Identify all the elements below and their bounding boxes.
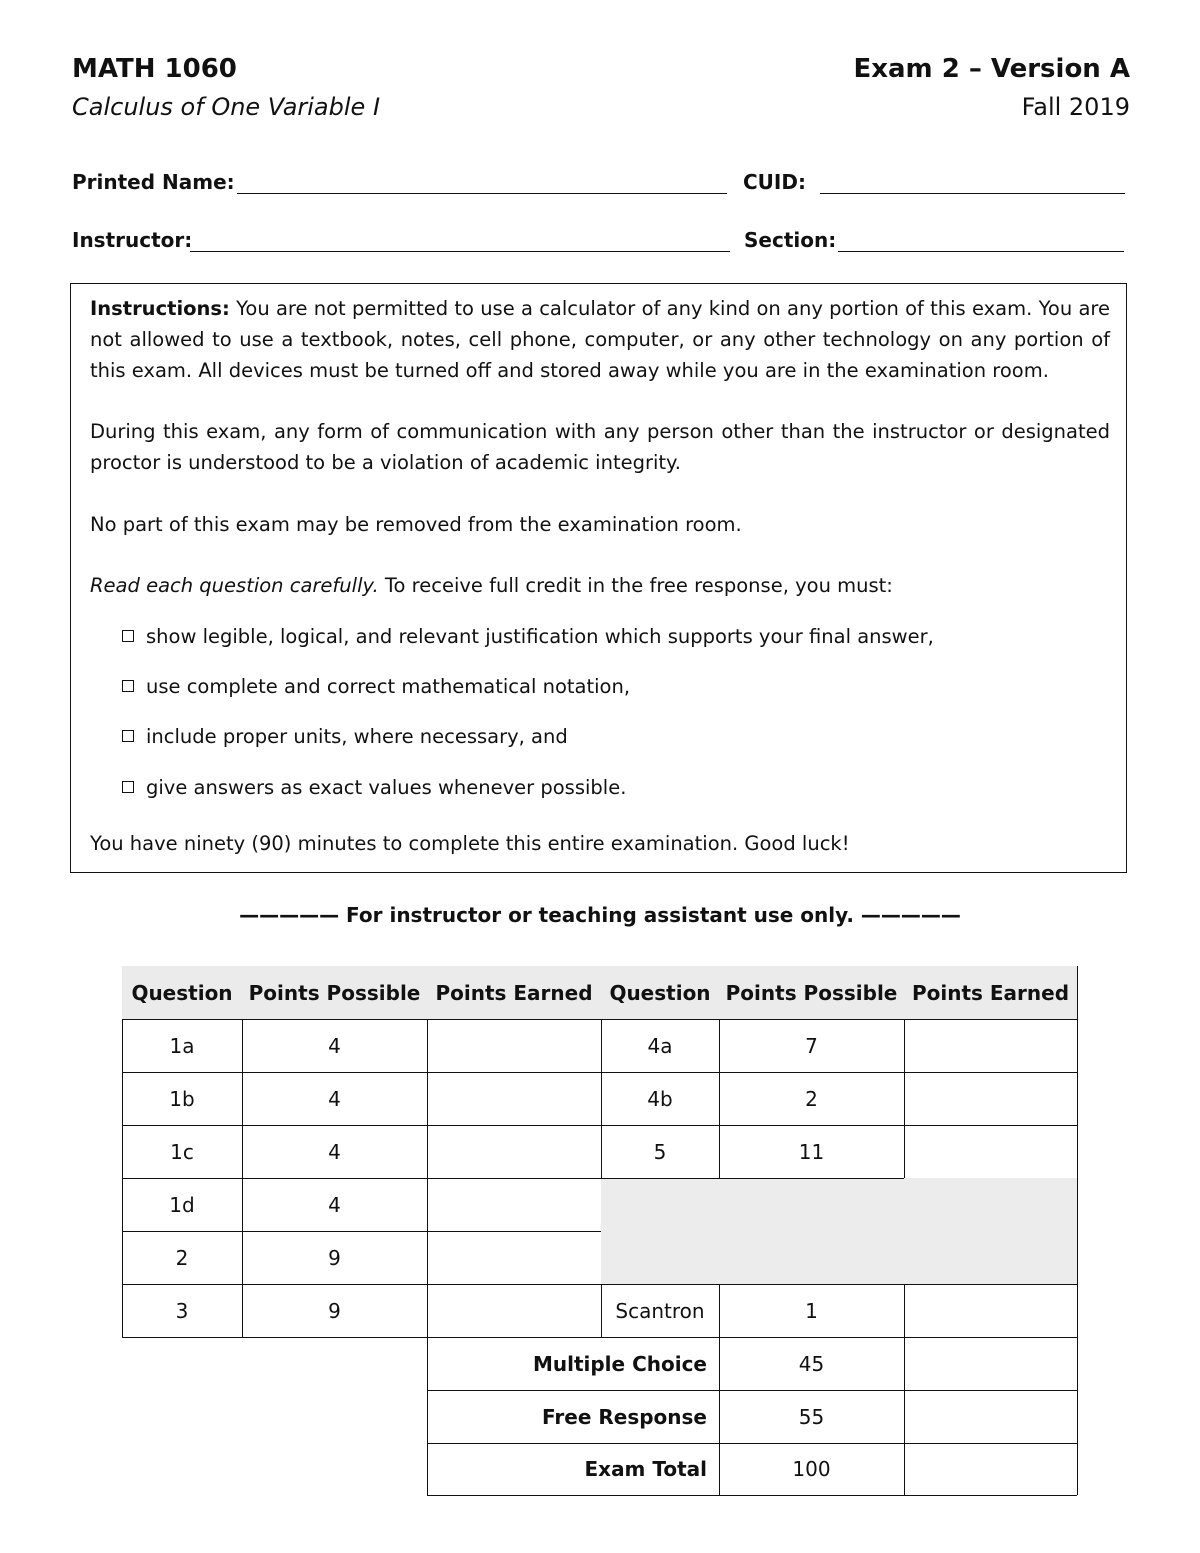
checkbox-icon bbox=[122, 630, 134, 642]
cuid-field[interactable] bbox=[820, 193, 1125, 194]
earned-cell[interactable] bbox=[904, 1284, 1077, 1337]
earned-cell[interactable] bbox=[904, 1337, 1077, 1390]
list-item-text: use complete and correct mathematical notation, bbox=[146, 675, 631, 698]
table-rule bbox=[122, 1019, 123, 1337]
question-cell: 3 bbox=[175, 1298, 189, 1323]
exam-total-label: Exam Total bbox=[584, 1457, 707, 1481]
earned-cell[interactable] bbox=[904, 1390, 1077, 1443]
list-item bbox=[122, 772, 626, 803]
instructions-paragraph-4 bbox=[90, 570, 1110, 601]
question-cell: 2 bbox=[175, 1245, 189, 1270]
instructions-closing: You have ninety (90) minutes to complete this entire examination. Good luck! bbox=[90, 832, 850, 855]
table-rule bbox=[427, 1019, 428, 1495]
scantron-cell: Scantron bbox=[615, 1298, 705, 1323]
points-cell: 45 bbox=[798, 1351, 825, 1376]
question-cell: 4b bbox=[647, 1086, 673, 1111]
table-rule bbox=[601, 1284, 602, 1337]
question-cell: 1a bbox=[169, 1033, 195, 1058]
table-rule bbox=[601, 1178, 904, 1179]
instructor-use-heading: ————— For instructor or teaching assistant use only. ————— bbox=[239, 903, 961, 927]
instructor-label: Instructor: bbox=[72, 228, 193, 252]
table-rule bbox=[904, 1019, 905, 1178]
earned-cell[interactable] bbox=[427, 1125, 601, 1178]
earned-cell[interactable] bbox=[427, 1284, 601, 1337]
table-rule bbox=[601, 1019, 602, 1178]
list-item bbox=[122, 671, 630, 702]
table-rule bbox=[1077, 966, 1078, 1495]
header-question: Question bbox=[609, 980, 711, 1005]
free-response-label: Free Response bbox=[542, 1404, 707, 1429]
list-item-text: show legible, logical, and relevant justification which supports your final answer, bbox=[146, 625, 934, 648]
points-cell: 4 bbox=[328, 1086, 341, 1111]
earned-cell[interactable] bbox=[904, 1019, 1077, 1072]
points-cell: 4 bbox=[328, 1033, 341, 1058]
list-item-text: include proper units, where necessary, and bbox=[146, 725, 568, 748]
earned-cell[interactable] bbox=[427, 1072, 601, 1125]
empty-block bbox=[601, 1178, 1077, 1284]
instructor-field[interactable] bbox=[190, 251, 730, 252]
instructions-label: Instructions: bbox=[90, 297, 230, 320]
course-name: Calculus of One Variable I bbox=[72, 93, 381, 121]
points-cell: 11 bbox=[798, 1139, 825, 1164]
header-points-possible: Points Possible bbox=[725, 980, 898, 1005]
header-points-possible: Points Possible bbox=[248, 980, 421, 1005]
earned-cell[interactable] bbox=[904, 1125, 1077, 1178]
table-rule bbox=[427, 1495, 1077, 1496]
question-cell: 1d bbox=[169, 1192, 195, 1217]
earned-cell[interactable] bbox=[427, 1019, 601, 1072]
points-cell: 9 bbox=[328, 1298, 341, 1323]
table-rule bbox=[427, 1443, 1077, 1444]
points-cell: 55 bbox=[798, 1404, 825, 1429]
table-rule bbox=[122, 1125, 1077, 1126]
question-cell: 4a bbox=[647, 1033, 673, 1058]
multiple-choice-label: Multiple Choice bbox=[532, 1351, 707, 1376]
header-question: Question bbox=[131, 980, 233, 1005]
earned-cell[interactable] bbox=[427, 1231, 601, 1284]
list-item-text: give answers as exact values whenever possible. bbox=[146, 776, 627, 799]
list-item bbox=[122, 721, 568, 752]
instructions-paragraph-1 bbox=[90, 293, 1110, 386]
section-field[interactable] bbox=[838, 251, 1124, 252]
checkbox-icon bbox=[122, 781, 134, 793]
table-rule bbox=[122, 1019, 1077, 1020]
table-rule bbox=[719, 1019, 720, 1178]
points-cell: 2 bbox=[805, 1086, 818, 1111]
earned-cell[interactable] bbox=[427, 1178, 601, 1231]
table-rule bbox=[122, 1178, 601, 1179]
printed-name-label: Printed Name: bbox=[72, 170, 235, 194]
section-label: Section: bbox=[744, 228, 837, 252]
table-rule bbox=[122, 1231, 601, 1232]
course-code: MATH 1060 bbox=[72, 54, 237, 84]
question-cell: 1b bbox=[169, 1086, 195, 1111]
table-rule bbox=[122, 1072, 1077, 1073]
table-rule bbox=[122, 1284, 1077, 1285]
points-cell: 4 bbox=[328, 1139, 341, 1164]
table-rule bbox=[242, 1019, 243, 1337]
table-rule bbox=[719, 1284, 720, 1495]
printed-name-field[interactable] bbox=[237, 193, 727, 194]
list-item bbox=[122, 621, 934, 652]
table-rule bbox=[904, 1284, 905, 1495]
instructions-text-4: To receive full credit in the free response, you must: bbox=[378, 574, 893, 597]
header-points-earned: Points Earned bbox=[911, 980, 1070, 1005]
table-rule bbox=[122, 1337, 1077, 1338]
points-cell: 1 bbox=[805, 1298, 818, 1323]
question-cell: 5 bbox=[653, 1139, 667, 1164]
question-cell: 1c bbox=[170, 1139, 194, 1164]
instructions-paragraph-3: No part of this exam may be removed from the examination room. bbox=[90, 513, 742, 536]
checkbox-icon bbox=[122, 730, 134, 742]
points-cell: 100 bbox=[792, 1457, 831, 1481]
checkbox-icon bbox=[122, 680, 134, 692]
read-carefully: Read each question carefully. bbox=[90, 574, 379, 597]
earned-cell[interactable] bbox=[904, 1443, 1077, 1495]
table-rule bbox=[427, 1390, 1077, 1391]
points-cell: 4 bbox=[328, 1192, 341, 1217]
header-points-earned: Points Earned bbox=[435, 980, 593, 1005]
earned-cell[interactable] bbox=[904, 1072, 1077, 1125]
instructions-paragraph-2: During this exam, any form of communication with any person other than the instructor or designated proctor is understood to be a violation of academic integrity. bbox=[90, 420, 1110, 474]
instructions-text-1: You are not permitted to use a calculator of any kind on any portion of this exam. You are not allowed to use a textbook, notes, cell phone, computer, or any other technology on any portion of this exam. All devices must be turned off and stored away while you are in the examination room. bbox=[90, 297, 1110, 382]
term: Fall 2019 bbox=[1021, 93, 1130, 121]
points-cell: 7 bbox=[805, 1033, 818, 1058]
cuid-label: CUID: bbox=[743, 170, 806, 194]
points-cell: 9 bbox=[328, 1245, 341, 1270]
exam-title: Exam 2 – Version A bbox=[853, 54, 1130, 84]
